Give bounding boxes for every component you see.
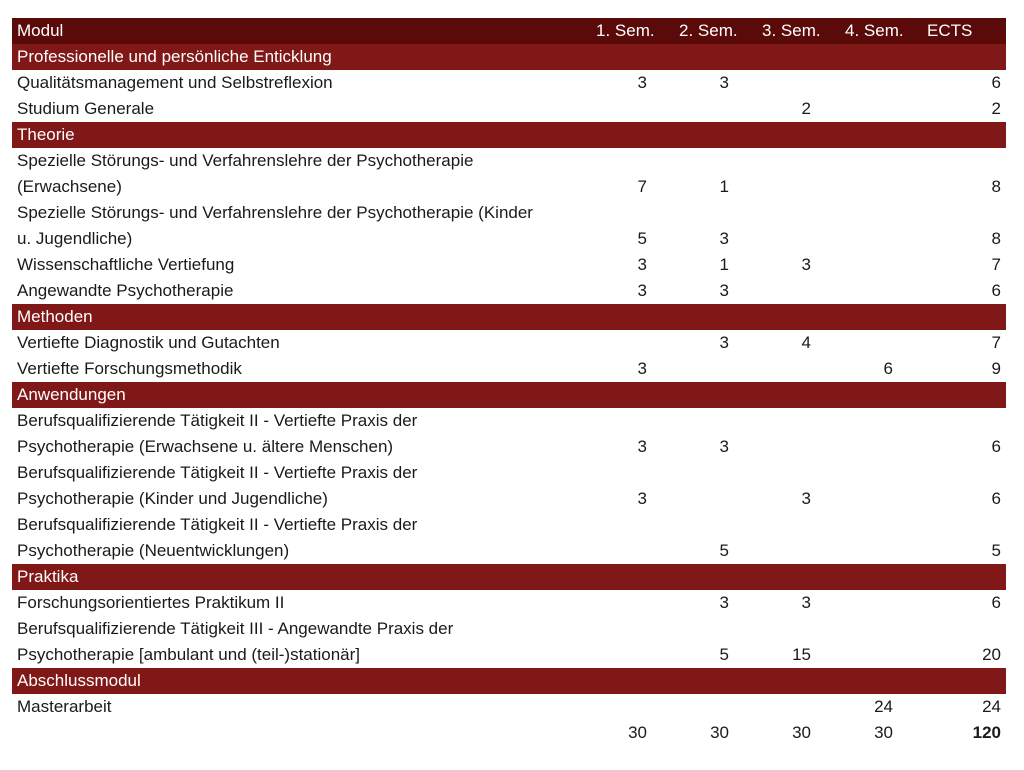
cell-ects: 20 bbox=[982, 645, 1001, 664]
module-name bbox=[17, 356, 242, 382]
section-title: Abschlussmodul bbox=[17, 671, 141, 690]
table-row bbox=[12, 278, 1006, 304]
cell-ects: 7 bbox=[991, 333, 1001, 352]
cell-sem2: 3 bbox=[719, 229, 729, 248]
total-sem1: 30 bbox=[628, 723, 647, 742]
cell-sem2: 1 bbox=[719, 177, 729, 196]
module-name bbox=[17, 70, 333, 96]
header-sem1: 1. Sem. bbox=[596, 21, 655, 40]
module-name-line1: Forschungsorientiertes Praktikum II bbox=[17, 593, 285, 612]
cell-ects: 6 bbox=[991, 593, 1001, 612]
module-name bbox=[17, 616, 453, 668]
table-row bbox=[12, 408, 1006, 460]
module-name-line2: Psychotherapie (Neuentwicklungen) bbox=[17, 541, 290, 560]
cell-sem2: 3 bbox=[719, 281, 729, 300]
cell-sem2: 1 bbox=[719, 255, 729, 274]
module-name bbox=[17, 252, 234, 278]
table-header-row bbox=[12, 18, 1006, 44]
module-name-line1: Berufsqualifizierende Tätigkeit II - Vertiefte Praxis der bbox=[17, 515, 418, 534]
module-name bbox=[17, 512, 417, 564]
cell-sem1: 3 bbox=[637, 489, 647, 508]
table-row bbox=[12, 356, 1006, 382]
cell-ects: 6 bbox=[991, 489, 1001, 508]
table-row bbox=[12, 330, 1006, 356]
cell-ects: 9 bbox=[991, 359, 1001, 378]
total-sem2: 30 bbox=[710, 723, 729, 742]
cell-ects: 24 bbox=[982, 697, 1001, 716]
table-row bbox=[12, 512, 1006, 564]
table-row bbox=[12, 96, 1006, 122]
totals-row bbox=[12, 720, 1006, 746]
cell-sem1: 3 bbox=[637, 281, 647, 300]
cell-sem1: 5 bbox=[637, 229, 647, 248]
module-name-line1: Wissenschaftliche Vertiefung bbox=[17, 255, 235, 274]
cell-ects: 6 bbox=[991, 73, 1001, 92]
module-name-line1: Qualitätsmanagement und Selbstreflexion bbox=[17, 73, 333, 92]
table-row bbox=[12, 252, 1006, 278]
section-header-row bbox=[12, 564, 1006, 590]
table-row bbox=[12, 148, 1006, 200]
section-header-row bbox=[12, 304, 1006, 330]
cell-sem4: 6 bbox=[883, 359, 893, 378]
cell-ects: 6 bbox=[991, 281, 1001, 300]
module-table bbox=[12, 18, 1006, 746]
cell-sem2: 3 bbox=[719, 333, 729, 352]
cell-sem1: 7 bbox=[637, 177, 647, 196]
header-sem4: 4. Sem. bbox=[845, 21, 904, 40]
section-title: Praktika bbox=[17, 567, 79, 586]
section-title: Professionelle und persönliche Enticklung bbox=[17, 47, 332, 66]
cell-sem3: 3 bbox=[801, 593, 811, 612]
header-sem3: 3. Sem. bbox=[762, 21, 821, 40]
module-name bbox=[17, 408, 417, 460]
cell-sem3: 3 bbox=[801, 255, 811, 274]
cell-sem3: 4 bbox=[801, 333, 811, 352]
cell-sem3: 15 bbox=[792, 645, 811, 664]
table-row bbox=[12, 200, 1006, 252]
section-title: Anwendungen bbox=[17, 385, 126, 404]
table-row bbox=[12, 616, 1006, 668]
module-name-line1: Berufsqualifizierende Tätigkeit II - Vertiefte Praxis der bbox=[17, 463, 418, 482]
module-name-line2: u. Jugendliche) bbox=[17, 229, 133, 248]
cell-sem1: 3 bbox=[637, 73, 647, 92]
section-title: Methoden bbox=[17, 307, 93, 326]
module-name-line1: Masterarbeit bbox=[17, 697, 112, 716]
header-ects: ECTS bbox=[927, 21, 973, 40]
cell-sem1: 3 bbox=[637, 359, 647, 378]
cell-ects: 8 bbox=[991, 177, 1001, 196]
section-title: Theorie bbox=[17, 125, 75, 144]
module-name-line2: Psychotherapie (Kinder und Jugendliche) bbox=[17, 489, 328, 508]
module-name bbox=[17, 460, 417, 512]
module-name-line1: Spezielle Störungs- und Verfahrenslehre der Psychotherapie bbox=[17, 151, 474, 170]
module-name bbox=[17, 330, 280, 356]
header-sem2: 2. Sem. bbox=[679, 21, 738, 40]
cell-sem3: 2 bbox=[801, 99, 811, 118]
table-row bbox=[12, 590, 1006, 616]
table-row bbox=[12, 460, 1006, 512]
cell-ects: 2 bbox=[991, 99, 1001, 118]
section-header-row bbox=[12, 382, 1006, 408]
cell-ects: 8 bbox=[991, 229, 1001, 248]
cell-ects: 6 bbox=[991, 437, 1001, 456]
section-header-row bbox=[12, 44, 1006, 70]
module-name-line2: (Erwachsene) bbox=[17, 177, 122, 196]
cell-sem2: 3 bbox=[719, 593, 729, 612]
header-modul: Modul bbox=[17, 21, 64, 40]
cell-sem2: 5 bbox=[719, 541, 729, 560]
cell-sem2: 5 bbox=[719, 645, 729, 664]
cell-ects: 7 bbox=[991, 255, 1001, 274]
table-body bbox=[12, 44, 1006, 720]
section-header-row bbox=[12, 122, 1006, 148]
table-row bbox=[12, 694, 1006, 720]
module-name-line1: Vertiefte Forschungsmethodik bbox=[17, 359, 242, 378]
module-name bbox=[17, 278, 233, 304]
module-name bbox=[17, 694, 111, 720]
module-name bbox=[17, 200, 533, 252]
table-row bbox=[12, 70, 1006, 96]
cell-sem3: 3 bbox=[801, 489, 811, 508]
module-name-line1: Berufsqualifizierende Tätigkeit III - Angewandte Praxis der bbox=[17, 619, 454, 638]
total-ects: 120 bbox=[972, 723, 1001, 742]
total-sem4: 30 bbox=[874, 723, 893, 742]
module-name bbox=[17, 96, 154, 122]
module-name-line1: Vertiefte Diagnostik und Gutachten bbox=[17, 333, 280, 352]
module-name-line1: Spezielle Störungs- und Verfahrenslehre der Psychotherapie (Kinder bbox=[17, 203, 533, 222]
cell-ects: 5 bbox=[991, 541, 1001, 560]
cell-sem2: 3 bbox=[719, 73, 729, 92]
module-name bbox=[17, 148, 473, 200]
cell-sem1: 3 bbox=[637, 255, 647, 274]
module-name-line2: Psychotherapie (Erwachsene u. ältere Menschen) bbox=[17, 437, 394, 456]
module-name-line1: Studium Generale bbox=[17, 99, 155, 118]
cell-sem1: 3 bbox=[637, 437, 647, 456]
module-name bbox=[17, 590, 284, 616]
module-name-line1: Angewandte Psychotherapie bbox=[17, 281, 234, 300]
cell-sem2: 3 bbox=[719, 437, 729, 456]
total-sem3: 30 bbox=[792, 723, 811, 742]
cell-sem4: 24 bbox=[874, 697, 893, 716]
section-header-row bbox=[12, 668, 1006, 694]
module-name-line1: Berufsqualifizierende Tätigkeit II - Vertiefte Praxis der bbox=[17, 411, 418, 430]
module-name-line2: Psychotherapie [ambulant und (teil-)stationär] bbox=[17, 645, 361, 664]
